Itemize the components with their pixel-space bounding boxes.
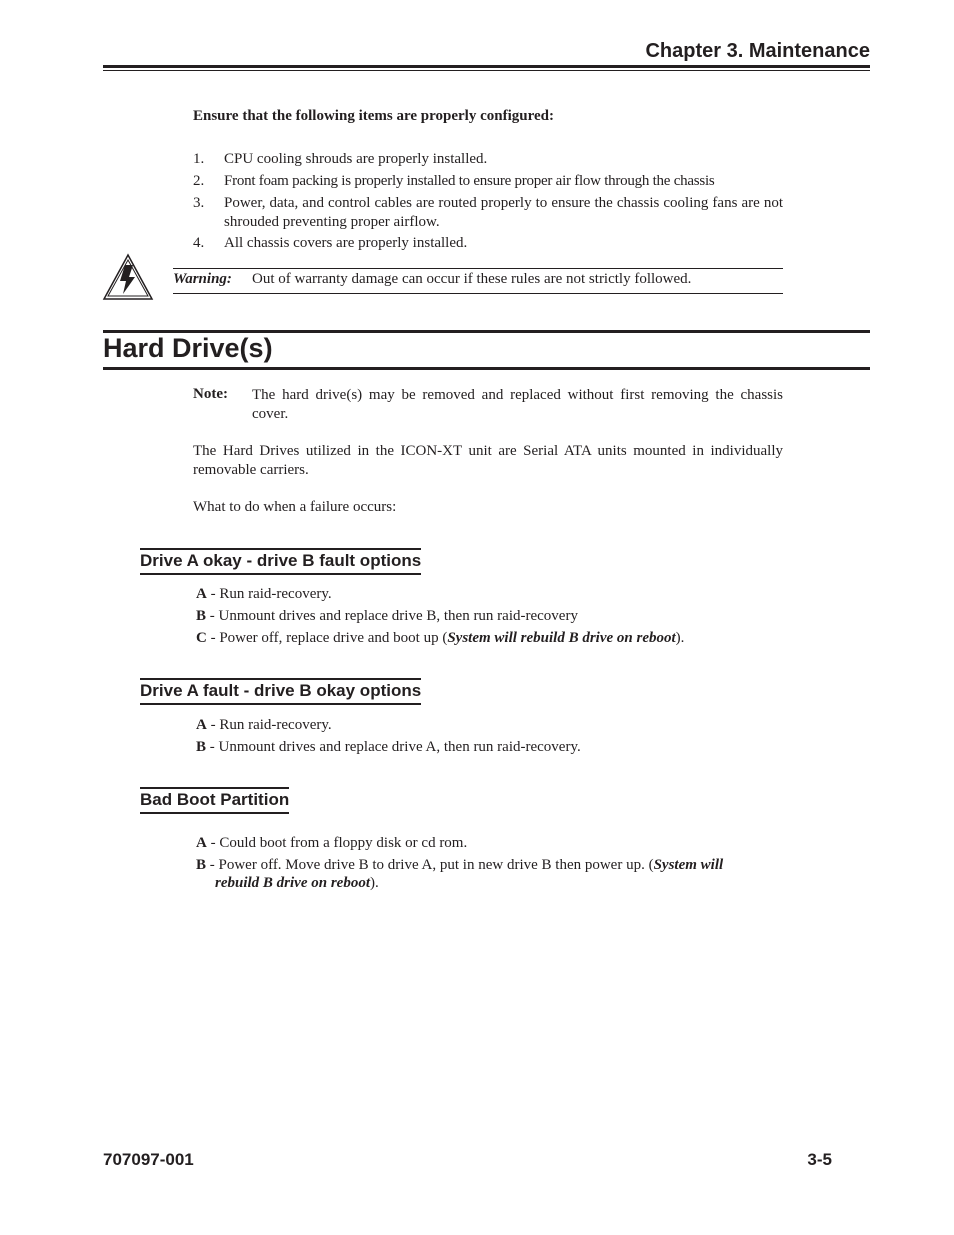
list-number: 3.	[193, 195, 205, 211]
option-text: - Unmount drives and replace drive B, then run raid-recovery	[206, 608, 578, 624]
option-item	[196, 585, 786, 604]
warning-text: Out of warranty damage can occur if these rules are not strictly followed.	[252, 271, 692, 287]
option-item	[196, 629, 786, 648]
option-tail: ).	[675, 630, 685, 646]
section-rule-bottom	[103, 367, 870, 370]
list-text: Front foam packing is properly installed to ensure proper air flow through the chassis	[224, 173, 715, 189]
page-number: 3-5	[807, 1150, 832, 1169]
failure-lead-in: What to do when a failure occurs:	[193, 499, 397, 515]
warning-label: Warning:	[173, 271, 232, 287]
option-letter: B	[196, 739, 207, 755]
option-item	[196, 856, 796, 875]
list-text: All chassis covers are properly installed.	[224, 235, 468, 251]
header-rule	[103, 65, 870, 68]
option-letter: B	[196, 608, 207, 624]
section-title: Hard Drive(s)	[103, 333, 273, 363]
list-text: Power, data, and control cables are routed properly to ensure the chassis cooling fans are not shrouded preventing proper airflow.	[224, 195, 783, 230]
warning-box	[173, 268, 783, 294]
option-letter: A	[196, 717, 207, 733]
chapter-header: Chapter 3. Maintenance	[645, 40, 870, 62]
lightning-warning-icon	[102, 253, 154, 301]
option-tail: ).	[370, 875, 379, 891]
option-letter: C	[196, 630, 207, 646]
note-label: Note:	[193, 386, 228, 402]
subsection-title: Drive A fault - drive B okay options	[140, 678, 421, 705]
list-number: 2.	[193, 173, 205, 189]
option-emphasis: rebuild B drive on reboot	[215, 875, 371, 891]
option-text: - Power off. Move drive B to drive A, put in new drive B then power up. (	[206, 857, 654, 873]
option-letter: A	[196, 835, 207, 851]
option-item	[196, 716, 786, 735]
option-text: - Run raid-recovery.	[206, 717, 332, 733]
list-text: CPU cooling shrouds are properly installed.	[224, 151, 488, 167]
option-letter: B	[196, 857, 207, 873]
intro-paragraph: The Hard Drives utilized in the ICON-XT unit are Serial ATA units mounted in individually removable carriers.	[193, 443, 783, 478]
document-number: 707097-001	[103, 1150, 194, 1169]
option-item	[196, 607, 786, 626]
option-item	[196, 738, 786, 757]
list-item	[193, 194, 783, 232]
config-intro: Ensure that the following items are properly configured:	[193, 108, 554, 124]
list-item	[193, 234, 783, 253]
list-number: 4.	[193, 235, 205, 251]
option-item	[196, 834, 786, 853]
note-text: The hard drive(s) may be removed and replaced without first removing the chassis cover.	[252, 387, 783, 422]
option-text: - Could boot from a floppy disk or cd rom.	[206, 835, 468, 851]
list-number: 1.	[193, 151, 205, 167]
list-item	[193, 172, 783, 191]
subsection-title: Bad Boot Partition	[140, 787, 289, 814]
subsection-title: Drive A okay - drive B fault options	[140, 548, 421, 575]
option-emphasis: System will rebuild B drive on reboot	[447, 630, 676, 646]
option-text: - Power off, replace drive and boot up (	[206, 630, 448, 646]
option-text: - Unmount drives and replace drive A, then run raid-recovery.	[206, 739, 581, 755]
header-rule-thin	[103, 70, 870, 71]
option-continuation	[215, 874, 805, 893]
option-letter: A	[196, 586, 207, 602]
option-emphasis: System will	[653, 857, 724, 873]
list-item	[193, 150, 783, 169]
option-text: - Run raid-recovery.	[206, 586, 332, 602]
